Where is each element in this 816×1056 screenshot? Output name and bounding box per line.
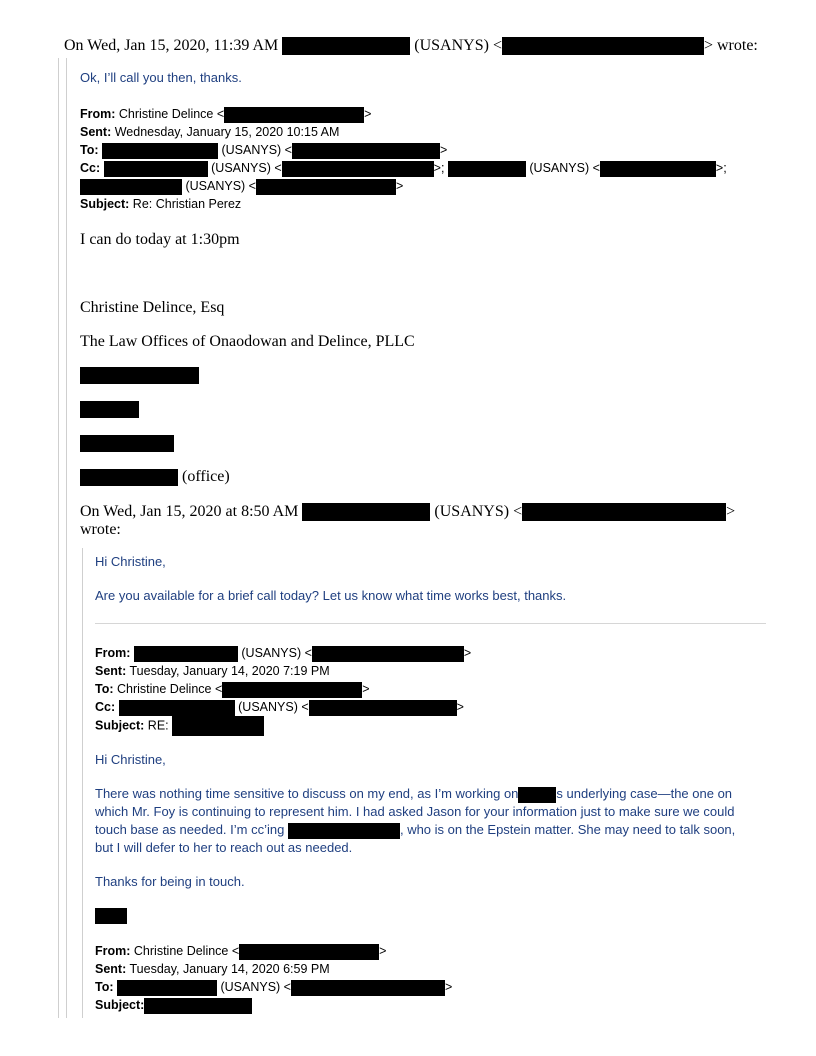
- header2-from: From: (USANYS) < >: [95, 646, 472, 660]
- redacted-name: [134, 646, 238, 662]
- redacted-address-line-2: [80, 401, 139, 418]
- redacted-name: [282, 37, 410, 55]
- redacted-name: [117, 980, 217, 996]
- signature-firm: The Law Offices of Onaodowan and Delince, PLLC: [80, 333, 415, 350]
- header3-from: From: Christine Delince < >: [95, 944, 387, 958]
- redacted-email: [312, 646, 464, 662]
- quote-bar-outer: [58, 58, 59, 1018]
- redacted-name: [448, 161, 526, 177]
- redacted-email: [291, 980, 445, 996]
- message3-greeting: Hi Christine,: [95, 752, 166, 767]
- message3-line3: touch base as needed. I’m cc’ing , who is on the Epstein matter. She may need to talk soon,: [95, 822, 736, 837]
- divider: [95, 623, 766, 624]
- redacted-email: [256, 179, 396, 195]
- header1-to: To: (USANYS) < >: [80, 143, 448, 157]
- signature-phone: (office): [80, 467, 230, 487]
- redacted-name: [518, 787, 556, 803]
- message3-line1: There was nothing time sensitive to discuss on my end, as I’m working on s underlying case—the one on: [95, 786, 733, 801]
- redacted-email: [222, 682, 362, 698]
- quote2-wrote: wrote:: [80, 521, 121, 538]
- redacted-name: [102, 143, 218, 159]
- header2-to: To: Christine Delince < >: [95, 682, 370, 696]
- message1-body: I can do today at 1:30pm: [80, 231, 240, 248]
- redacted-address-line-1: [80, 367, 199, 384]
- redacted-email: [282, 161, 434, 177]
- quote2-wrote-line: On Wed, Jan 15, 2020 at 8:50 AM (USANYS) < >: [80, 503, 736, 520]
- header2-subject: Subject: RE:: [95, 716, 264, 736]
- message3-line2: which Mr. Foy is continuing to represent him. I had asked Jason for your information just to make sure we could: [95, 804, 735, 819]
- redacted-email: [309, 700, 457, 716]
- redacted-name: [288, 823, 400, 839]
- header1-cc: Cc: (USANYS) < >; (USANYS) < >;: [80, 161, 727, 175]
- header2-cc: Cc: (USANYS) < >: [95, 700, 464, 714]
- message2-greeting: Hi Christine,: [95, 554, 166, 569]
- redacted-email: [600, 161, 716, 177]
- header3-to: To: (USANYS) < >: [95, 980, 453, 994]
- header1-sent: Sent: Wednesday, January 15, 2020 10:15 AM: [80, 125, 340, 139]
- redacted-email: [224, 107, 364, 123]
- redacted-subject: [172, 716, 264, 736]
- redacted-name: [104, 161, 208, 177]
- redacted-name: [80, 179, 182, 195]
- message3-line4: but I will defer to her to reach out as needed.: [95, 840, 353, 855]
- header3-subject: Subject:: [95, 996, 252, 1014]
- header1-cc-cont: (USANYS) < >: [80, 177, 403, 195]
- redacted-address-line-3: [80, 435, 174, 452]
- redacted-subject: [144, 998, 252, 1014]
- header1-from: From: Christine Delince < >: [80, 107, 372, 121]
- redacted-name: [119, 700, 235, 716]
- message3-thanks: Thanks for being in touch.: [95, 874, 245, 889]
- redacted-email: [292, 143, 440, 159]
- message2-body: Are you available for a brief call today? Let us know what time works best, thanks.: [95, 588, 567, 603]
- redacted-email: [522, 503, 726, 521]
- signature-name: Christine Delince, Esq: [80, 299, 225, 316]
- quote-bar-inner-1: [66, 58, 67, 1018]
- redacted-name: [302, 503, 430, 521]
- header1-subject: Subject: Re: Christian Perez: [80, 197, 242, 211]
- redacted-signature: [95, 908, 127, 924]
- quote-bar-inner-2: [82, 548, 83, 1018]
- header3-sent: Sent: Tuesday, January 14, 2020 6:59 PM: [95, 962, 330, 976]
- reply-text: Ok, I’ll call you then, thanks.: [80, 70, 242, 85]
- redacted-phone: [80, 469, 178, 486]
- redacted-email: [502, 37, 704, 55]
- redacted-email: [239, 944, 379, 960]
- header2-sent: Sent: Tuesday, January 14, 2020 7:19 PM: [95, 664, 330, 678]
- top-wrote-line: On Wed, Jan 15, 2020, 11:39 AM (USANYS) < > wrote:: [64, 37, 758, 54]
